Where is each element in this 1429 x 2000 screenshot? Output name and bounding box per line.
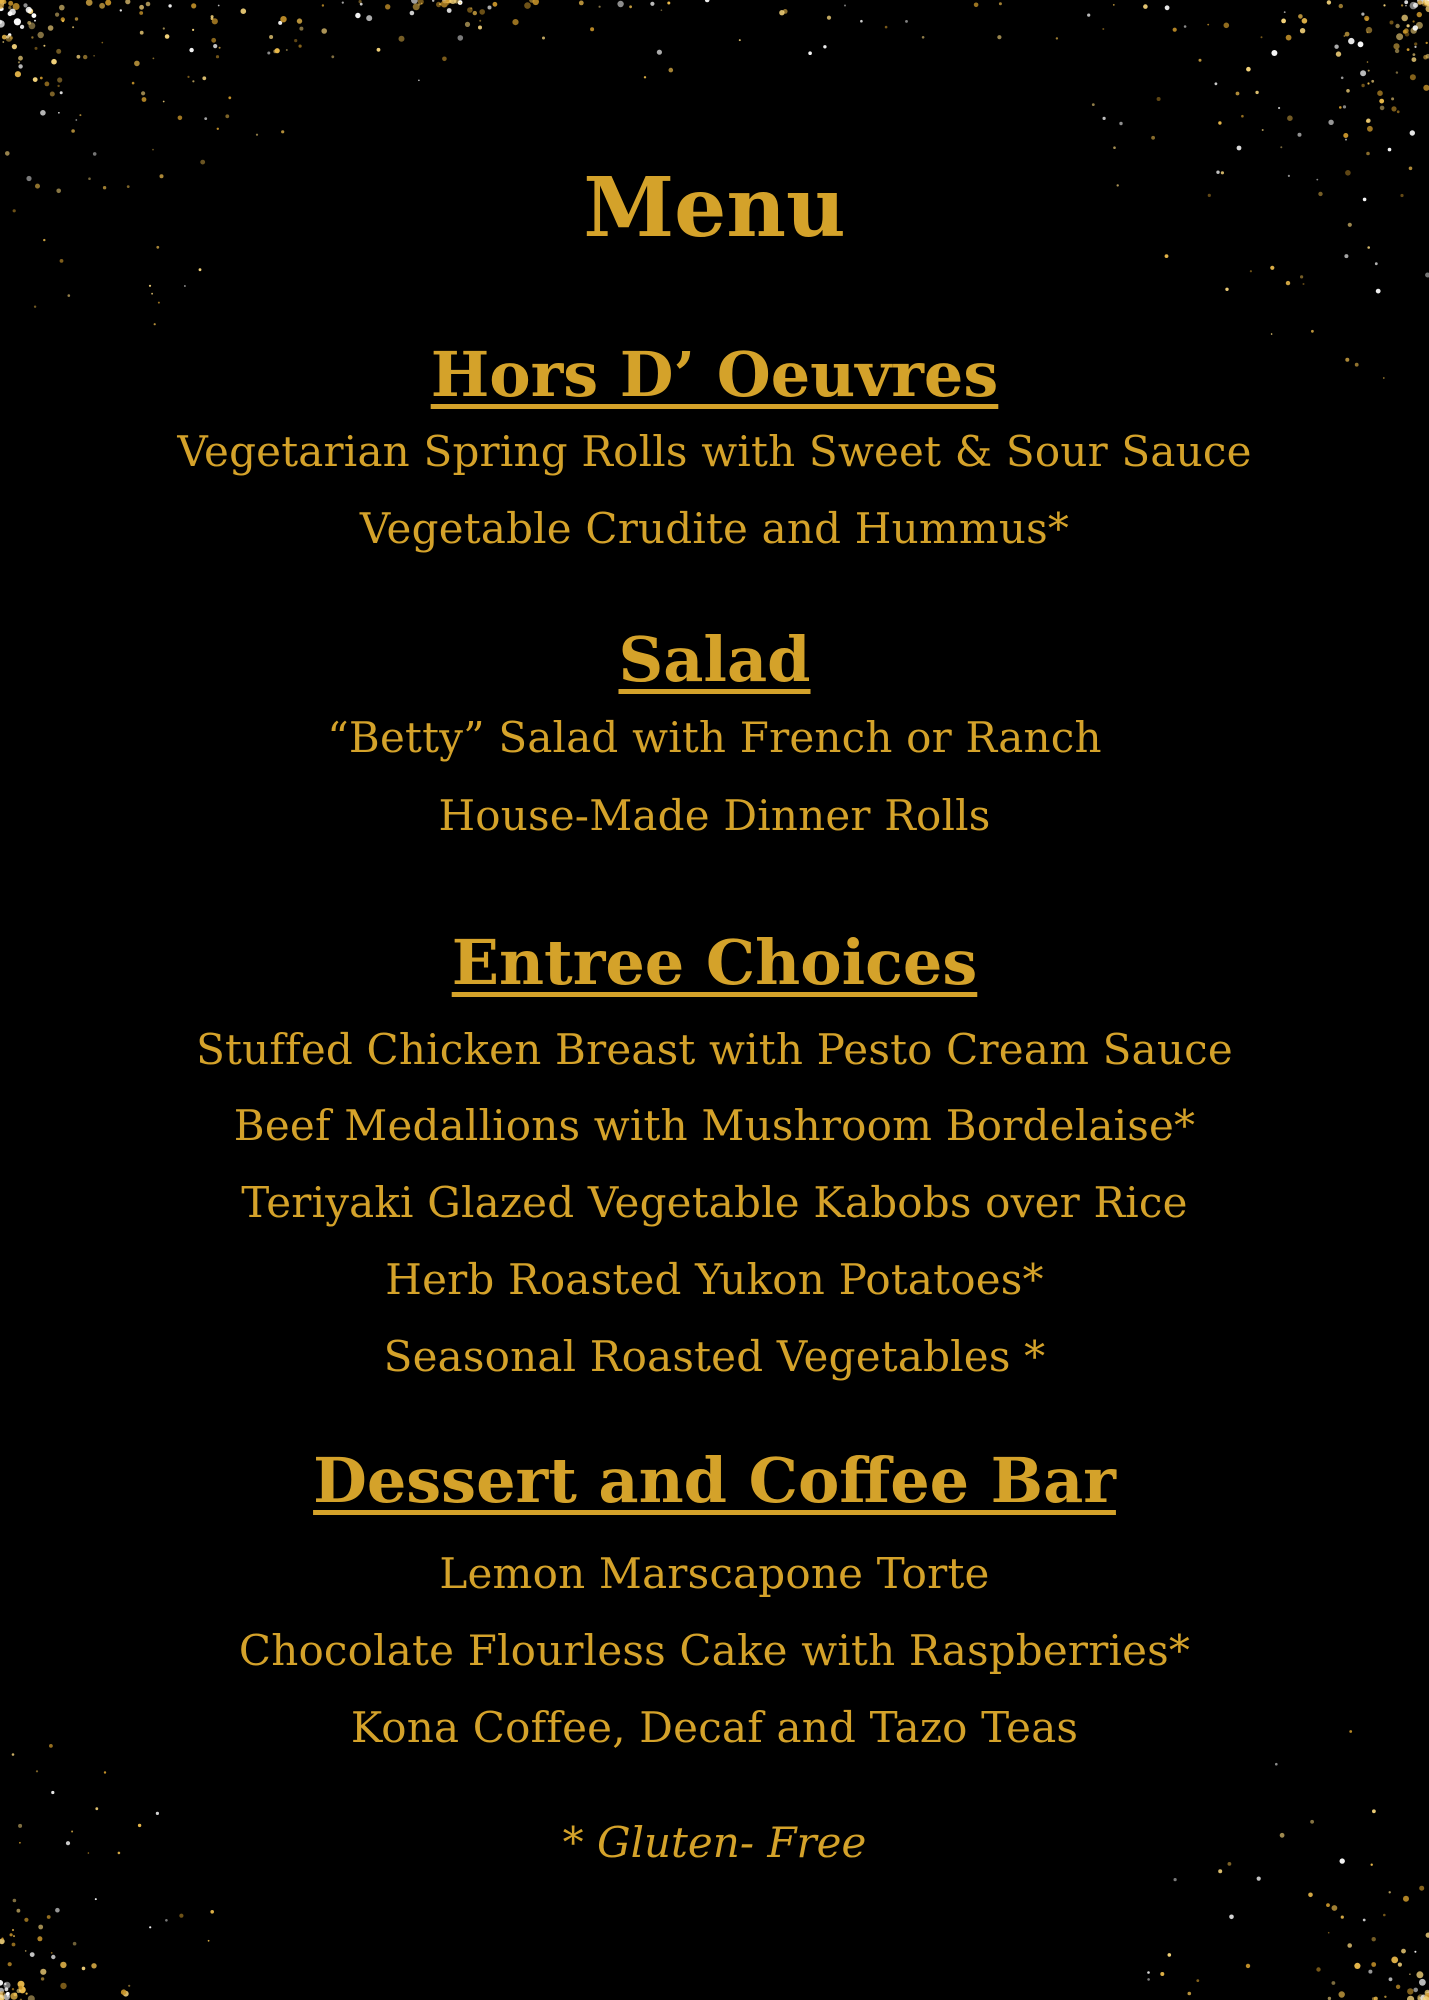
section-heading-dessert-coffee-bar: Dessert and Coffee Bar bbox=[313, 1444, 1116, 1517]
menu-item: Stuffed Chicken Breast with Pesto Cream Sauce bbox=[196, 1025, 1233, 1074]
menu-item: Kona Coffee, Decaf and Tazo Teas bbox=[350, 1703, 1079, 1752]
menu-item: “Betty” Salad with French or Ranch bbox=[327, 713, 1102, 762]
menu-item: Chocolate Flourless Cake with Raspberries* bbox=[238, 1626, 1191, 1675]
section-heading-entree-choices: Entree Choices bbox=[451, 926, 978, 999]
menu-item: Teriyaki Glazed Vegetable Kabobs over Rice bbox=[241, 1178, 1188, 1227]
section-heading-hors-doeuvres: Hors D’ Oeuvres bbox=[430, 338, 999, 411]
menu-item: Vegetable Crudite and Hummus* bbox=[359, 504, 1070, 553]
section-heading-salad: Salad bbox=[618, 623, 811, 696]
gluten-free-footnote: * Gluten- Free bbox=[562, 1818, 867, 1867]
menu-item: Lemon Marscapone Torte bbox=[439, 1549, 990, 1598]
menu-item: House-Made Dinner Rolls bbox=[438, 791, 991, 840]
menu-item: Beef Medallions with Mushroom Bordelaise* bbox=[233, 1101, 1196, 1150]
menu-item: Seasonal Roasted Vegetables * bbox=[383, 1332, 1046, 1381]
menu-item: Herb Roasted Yukon Potatoes* bbox=[385, 1255, 1044, 1304]
menu-title: Menu bbox=[583, 160, 846, 256]
menu-item: Vegetarian Spring Rolls with Sweet & Sour Sauce bbox=[177, 427, 1252, 476]
